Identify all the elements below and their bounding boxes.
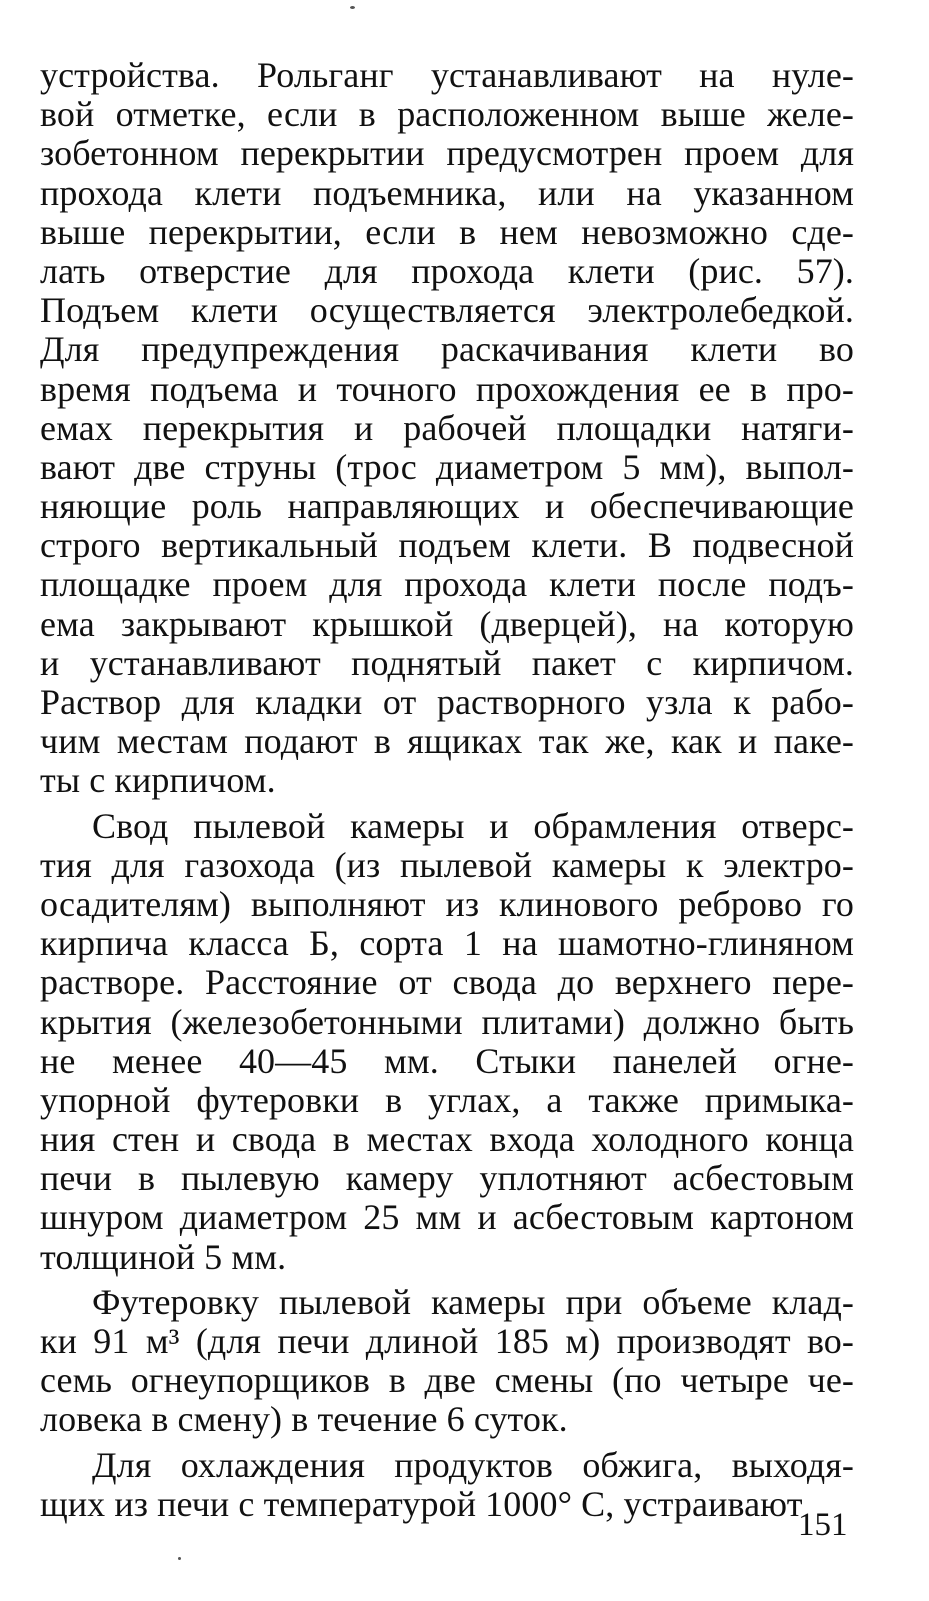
print-speck-bottom xyxy=(178,1557,181,1560)
text-line: печи в пылевую камеру уплотняют асбестовым xyxy=(40,1158,854,1199)
text-line: упорной футеровки в углах, а также примыка- xyxy=(40,1079,854,1120)
paragraph xyxy=(40,56,854,801)
paragraph xyxy=(40,1283,854,1440)
text-line: строго вертикальный подъем клети. В подвесной xyxy=(40,525,854,566)
text-line: тия для газохода (из пылевой камеры к электро- xyxy=(40,844,854,885)
text-line: ки 91 м³ (для печи длиной 185 м) производят во- xyxy=(40,1321,854,1361)
body-text xyxy=(40,56,854,1524)
text-line: крытия (железобетонными плитами) должно быть xyxy=(40,1001,854,1042)
text-line: емах перекрытия и рабочей площадки натяги- xyxy=(40,407,854,448)
text-line: щих из печи с температурой 1000° С, устраивают xyxy=(40,1483,803,1524)
text-line: толщиной 5 мм. xyxy=(40,1236,287,1277)
text-line: вой отметке, если в расположенном выше желе- xyxy=(40,94,854,135)
text-line: Свод пылевой камеры и обрамления отверс- xyxy=(92,805,854,846)
print-speck-top xyxy=(350,6,355,9)
text-line: Для предупреждения раскачивания клети во xyxy=(40,329,854,370)
text-line: ния стен и свода в местах входа холодного конца xyxy=(40,1119,854,1160)
text-line: выше перекрытии, если в нем невозможно сде- xyxy=(40,211,854,252)
text-line: не менее 40—45 мм. Стыки панелей огне- xyxy=(40,1040,854,1081)
page-number: 151 xyxy=(798,1507,848,1543)
text-line: чим местам подают в ящиках так же, как и паке- xyxy=(40,721,854,762)
paragraph xyxy=(40,807,854,1277)
text-line: время подъема и точного прохождения ее в про- xyxy=(40,368,854,409)
text-line: и устанавливают поднятый пакет с кирпичом. xyxy=(40,642,854,683)
text-line: осадителям) выполняют из клинового реброво го xyxy=(40,883,854,924)
text-line: ты с кирпичом. xyxy=(40,760,276,801)
text-line: устройства. Рольганг устанавливают на нуле- xyxy=(40,55,854,95)
paragraph xyxy=(40,1446,854,1524)
text-line: Подъем клети осуществляется электролебедкой. xyxy=(40,290,854,331)
text-line: площадке проем для прохода клети после подъ- xyxy=(40,564,854,605)
text-line: вают две струны (трос диаметром 5 мм), выпол- xyxy=(40,446,854,487)
text-line: шнуром диаметром 25 мм и асбестовым картоном xyxy=(40,1197,854,1238)
text-line: Для охлаждения продуктов обжига, выходя- xyxy=(92,1444,854,1485)
text-line: ловека в смену) в течение 6 суток. xyxy=(40,1399,568,1440)
text-line: Раствор для кладки от растворного узла к рабо- xyxy=(40,682,854,722)
text-line: семь огнеупорщиков в две смены (по четыре че- xyxy=(40,1360,854,1401)
text-line: растворе. Расстояние от свода до верхнего пере- xyxy=(40,962,854,1003)
text-line: няющие роль направляющих и обеспечивающие xyxy=(40,486,854,527)
text-line: ема закрывают крышкой (дверцей), на которую xyxy=(40,603,854,644)
text-line: прохода клети подъемника, или на указанном xyxy=(40,172,854,213)
text-line: зобетонном перекрытии предусмотрен проем для xyxy=(40,133,854,174)
text-line: кирпича класса Б, сорта 1 на шамотно-глиняном xyxy=(40,923,854,964)
text-line: лать отверстие для прохода клети (рис. 57). xyxy=(40,250,854,291)
text-line: Футеровку пылевой камеры при объеме клад- xyxy=(92,1281,854,1322)
